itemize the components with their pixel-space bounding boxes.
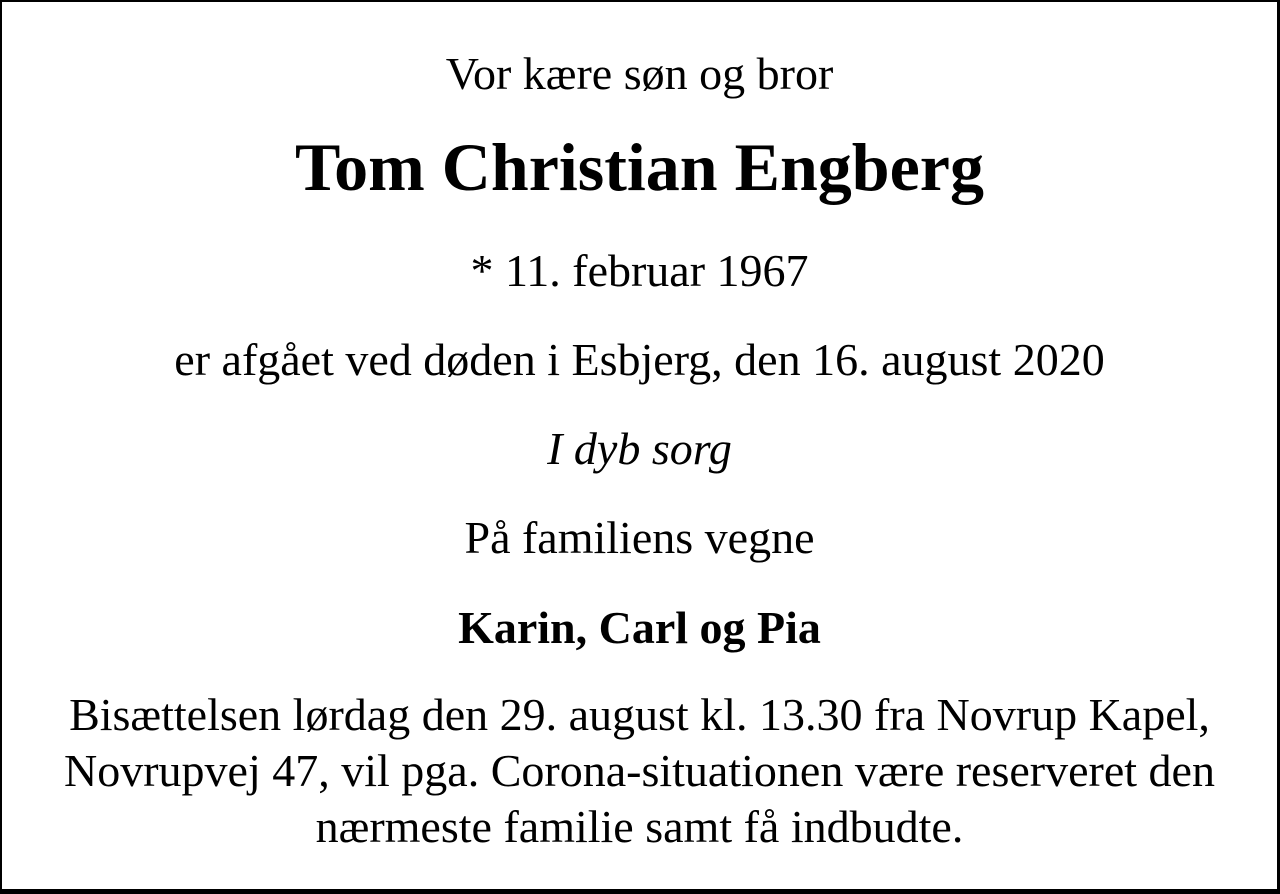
birth-date-line: * 11. februar 1967 (470, 244, 809, 296)
funeral-info-paragraph: Bisættelsen lørdag den 29. august kl. 13.30 fra Novrup Kapel, Novrupvej 47, vil pga. Corona-situationen være reserveret den nærmeste familie samt få indbudte. (64, 688, 1215, 852)
intro-line: Vor kære søn og bror (445, 48, 834, 99)
on-behalf-line: På familiens vegne (464, 512, 815, 564)
family-names-line: Karin, Carl og Pia (458, 601, 821, 653)
death-date-line: er afgået ved døden i Esbjerg, den 16. august 2020 (174, 333, 1105, 385)
death-notice (2, 46, 1277, 855)
deceased-name: Tom Christian Engberg (295, 129, 984, 206)
sorrow-line: I dyb sorg (547, 423, 732, 475)
